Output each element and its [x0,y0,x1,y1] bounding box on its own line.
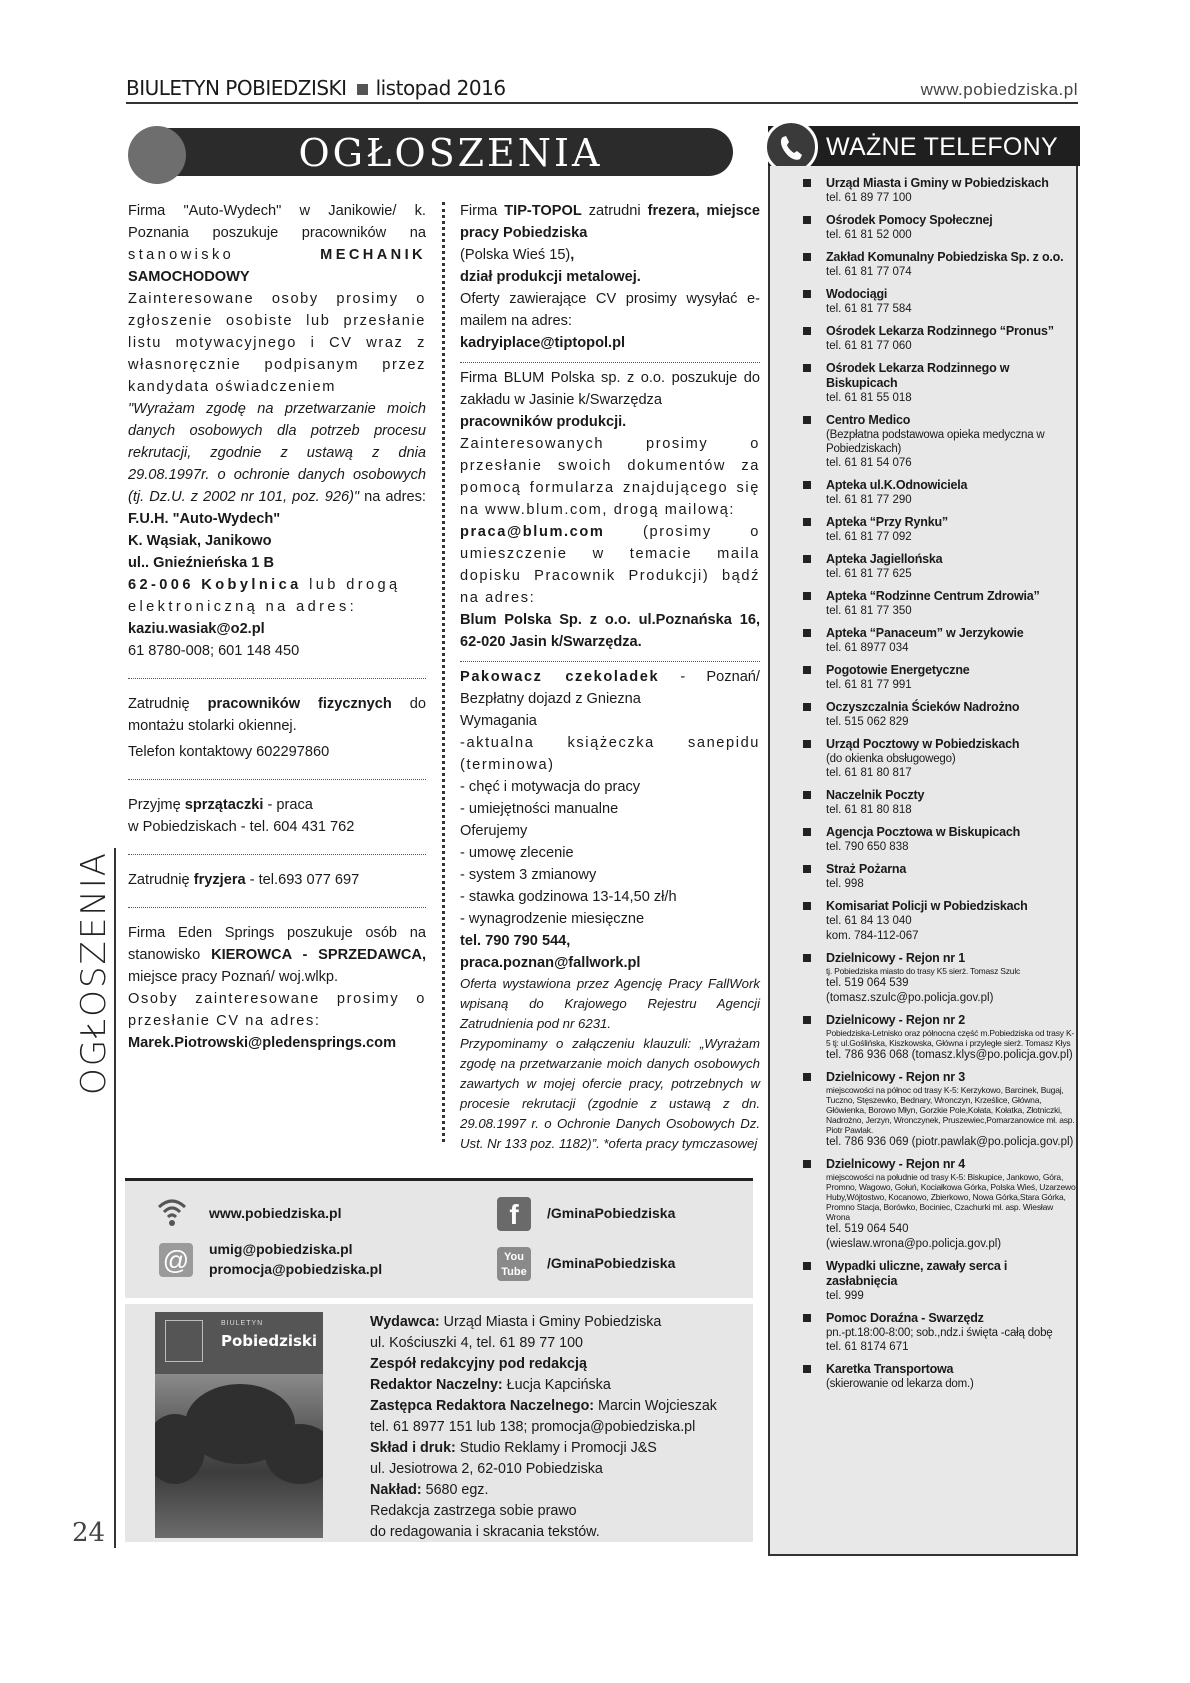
youtube-icon-text: Tube [501,1266,527,1278]
phone-entry [770,1013,1076,1063]
newsletter-cover-image [155,1312,323,1538]
phone-entry-name: Pomoc Doraźna - Swarzędz [826,1311,984,1325]
phone-entry [770,515,1076,545]
ad-address-line: K. Wąsiak, Janikowo [128,533,272,549]
imprint-value: ul. Jesiotrowa 2, 62-010 Pobiedziska [370,1461,603,1477]
ad-list-item: - system 3 zmianowy [460,867,597,883]
ad-list-item: -aktualna książeczka sanepidu (terminowa) [460,735,760,773]
ad-position-label: stanowisko [128,247,235,263]
phone-entry-number: tel. 998 [826,878,864,890]
phone-entry [770,1070,1076,1150]
imprint-label: Wydawca: [370,1314,440,1330]
phone-entry-number: tel. 790 650 838 [826,841,909,853]
phone-entry [770,737,1076,781]
phone-entry [770,825,1076,855]
side-section-label [72,848,116,1098]
phone-entry-name: Wypadki uliczne, zawały serca i zasłabnięcia [826,1259,1008,1288]
ad-phone: 61 8780-008; 601 148 450 [128,643,300,659]
imprint-value: Łucja Kapcińska [502,1377,611,1393]
imprint-label: Zastępca Redaktora Naczelnego: [370,1398,595,1414]
dotted-divider [460,362,760,363]
ad-job-title: Pakowacz czekoladek [460,669,660,685]
ad-email-link[interactable]: Marek.Piotrowski@pledensprings.com [128,1035,397,1051]
phone-entry-name: Ośrodek Pomocy Społecznej [826,213,993,227]
header-title-group [126,76,506,100]
cover-title: Pobiedziski [221,1332,318,1350]
phone-entry-name: Apteka “Przy Rynku” [826,515,948,529]
ad-department: dział produkcji metalowej. [460,269,641,285]
phone-entry [770,324,1076,354]
ad-intro: Firma "Auto-Wydech" w Janikowie/ k. Poznania poszukuje pracowników na [128,203,426,241]
ad-email-link[interactable]: kadryiplace@tiptopol.pl [460,335,626,351]
phone-entry-number: tel. 61 81 77 584 [826,303,912,315]
ad-list-item: - wynagrodzenie miesięczne [460,911,645,927]
phone-entry-number: tel. 519 064 540 (wieslaw.wrona@po.policja.gov.pl) [826,1223,1002,1250]
ad-eden-springs [128,922,426,1054]
ad-section-label: Oferujemy [460,823,528,839]
phone-entry-number: tel. 61 84 13 040 [826,915,912,927]
wifi-icon [155,1195,189,1229]
phone-entry-description: (do okienka obsługowego) [826,753,956,765]
phone-entry-number: tel. 786 936 069 (piotr.pawlak@po.policja.gov.pl) [826,1136,1074,1148]
imprint-value: Marcin Wojcieszak [594,1398,717,1414]
phone-entry-details: miejscowości na północ od trasy K-5: Kerzykowo, Barcinek, Bugaj, Tuczno, Stęszewko, Bednary, Wronczyn, Krześlice, Główna, Główienka, Borowo Młyn, Gorzkie Pole,Kołata, Kołatka, Złotniczki, Nadrożno, Jerzyn, Wronczynek, Pruszewiec,Pomarzanowice mł. asp. Piotr Pawlak. [826,1085,1075,1135]
ad-instructions: Zainteresowanych prosimy o przesłanie swoich dokumentów za pomocą formularza znajdującego się na www.blum.com, drogą mailową: [460,436,760,518]
phone-entry [770,1362,1076,1391]
imprint-value: tel. 61 8977 151 lub 138; promocja@pobiedziska.pl [370,1419,696,1435]
ad-list-item: - umowę zlecenie [460,845,574,861]
tree-shape [265,1424,323,1484]
ads-column-right [460,200,760,1154]
phone-entry [770,176,1076,206]
imprint-value: do redagowania i skracania tekstów. [370,1524,600,1540]
ad-email-link[interactable]: kaziu.wasiak@o2.pl [128,621,265,637]
ad-tip-topol [460,200,760,354]
section-banner [128,128,733,176]
phone-entry-name: Oczyszczalnia Ścieków Nadrożno [826,700,1020,714]
ad-job-title: pracowników fizycznych [207,696,392,712]
phone-entry-description: pn.-pt.18:00-8:00; sob.,ndz.i święta -całą dobę [826,1327,1053,1339]
phone-entry-name: Urząd Miasta i Gminy w Pobiedziskach [826,176,1049,190]
phone-entry [770,788,1076,818]
imprint-label: Redaktor Naczelny: [370,1377,503,1393]
imprint-value: Urząd Miasta i Gminy Pobiedziska [439,1314,662,1330]
phone-entry [770,663,1076,693]
phone-entry-name: Zakład Komunalny Pobiedziska Sp. z o.o. [826,250,1064,264]
ad-text: Firma BLUM Polska sp. z o.o. poszukuje do zakładu w Jasinie k/Swarzędza [460,370,760,408]
phone-entry-number: tel. 515 062 829 [826,716,909,728]
phone-entry-name: Urząd Pocztowy w Pobiedziskach [826,737,1020,751]
cover-logo-icon [165,1320,203,1362]
phone-entry-name: Karetka Transportowa [826,1362,954,1376]
ad-text: zatrudni [581,203,648,219]
ad-blum [460,367,760,653]
ad-company-name: F.U.H. "Auto-Wydech" [128,511,281,527]
phone-entry [770,1259,1076,1304]
ad-instructions: Oferty zawierające CV prosimy wysyłać e-mailem na adres: [460,291,760,329]
phone-entry-number: tel. 61 81 54 076 [826,457,912,469]
ads-column-left [128,200,426,1054]
ad-text: do montażu stolarki okiennej. [128,696,426,734]
phone-entry-number: tel. 61 81 77 060 [826,340,912,352]
ad-postal-code: 62-006 Kobylnica [128,577,302,593]
ad-cleaners [128,794,426,838]
newsletter-title: BIULETYN POBIEDZISKI [126,76,347,100]
phone-entry-name: Wodociągi [826,287,888,301]
ad-list-item: - chęć i motywacja do pracy [460,779,641,795]
cover-photo [155,1374,323,1538]
ad-email-link[interactable]: praca@blum.com [460,524,605,540]
phone-entry [770,361,1076,406]
phone-entry-number: tel. 61 81 80 818 [826,804,912,816]
imprint-box [125,1304,753,1542]
imprint-value: Studio Reklamy i Promocji J&S [455,1440,657,1456]
ad-note: Oferta wystawiona przez Agencję Pracy FallWork wpisaną do Krajowego Rejestru Agencji Zatrudnienia pod nr 6231. [460,976,760,1031]
page-header [126,78,1078,104]
imprint-text [370,1312,750,1543]
phone-entry-details: Pobiedziska-Letnisko oraz północna część m.Pobiedziska od trasy K-5 tj: ul.Goślińska, Kiszkowska, Główna i przyległe sierż. Tomasz Kłys [826,1028,1075,1048]
ad-section-label: Wymagania [460,713,537,729]
phone-entry-number: tel. 61 8174 671 [826,1341,909,1353]
phone-entry-name: Apteka ul.K.Odnowiciela [826,478,968,492]
ad-address-line: elektroniczną na adres: [128,599,358,615]
phone-entry [770,899,1076,944]
phone-entry-name: Komisariat Policji w Pobiedziskach [826,899,1028,913]
phone-entry-number: tel. 61 81 80 817 [826,767,912,779]
phone-entry [770,1311,1076,1355]
contact-strip [125,1178,753,1298]
phone-entry [770,250,1076,280]
ad-text: - praca [263,797,313,813]
ad-phone: tel. 790 790 544, [460,933,571,949]
phone-entry [770,478,1076,508]
imprint-label: Zespół redakcyjny pod redakcją [370,1356,587,1372]
phones-list [768,166,1078,1556]
ad-text: miejsce pracy Poznań/ woj.wlkp. [128,969,339,985]
phone-entry-number: kom. 784-112-067 [826,930,919,942]
ad-job-title: KIEROWCA - SPRZEDAWCA, [211,947,426,963]
issue-date: listopad 2016 [375,76,506,100]
ad-chocolate-packer [460,666,760,1154]
ad-text: Zatrudnię [128,696,208,712]
ad-instructions: Zainteresowane osoby prosimy o zgłoszenie osobiste lub przesłanie listu motywacyjnego i CV wraz z własnoręcznie podpisanym przez kandydata oświadczeniem [128,291,426,395]
phone-entry-name: Straż Pożarna [826,862,907,876]
phone-entry-number: tel. 519 064 539 (tomasz.szulc@po.policja.gov.pl) [826,977,994,1004]
ad-text [128,200,426,288]
ad-text: Przyjmę [128,797,185,813]
phone-entry [770,1157,1076,1252]
side-label-text: OGŁOSZENIA [74,850,114,1096]
ad-job-title: frezera, [647,203,700,219]
youtube-icon-text: You [504,1251,524,1263]
dotted-divider [128,678,426,679]
phone-entry-number: tel. 61 8977 034 [826,642,909,654]
phone-entry-description: (skierowanie od lekarza dom.) [826,1378,974,1390]
ad-physical-workers [128,693,426,763]
imprint-value: Redakcja zastrzega sobie prawo [370,1503,577,1519]
ad-text: , [570,247,575,263]
phone-entry-name: Centro Medico [826,413,911,427]
website-link[interactable]: www.pobiedziska.pl [209,1205,342,1221]
square-bullet-icon [357,84,368,95]
ad-phone: Telefon kontaktowy 602297860 [128,744,330,760]
phone-entry-name: Dzielnicowy - Rejon nr 2 [826,1013,965,1027]
ad-instructions: Osoby zainteresowane prosimy o przesłanie CV na adres: [128,991,426,1029]
ad-address-line: Blum Polska Sp. z o.o. ul.Poznańska 16, 62-020 Jasin k/Swarzędza. [460,612,760,650]
email-link-promocja[interactable]: promocja@pobiedziska.pl [209,1261,383,1277]
ad-address-line: ul.. Gnieźnieńska 1 B [128,555,274,571]
facebook-icon: f [497,1197,531,1231]
facebook-link[interactable]: /GminaPobiedziska [547,1205,676,1221]
ad-text: Firma [460,203,505,219]
phone-entry [770,287,1076,317]
phone-entry-name: Pogotowie Energetyczne [826,663,970,677]
at-sign-icon: @ [159,1243,193,1277]
phone-entry-name: Dzielnicowy - Rejon nr 1 [826,951,965,965]
imprint-value: ul. Kościuszki 4, tel. 61 89 77 100 [370,1335,583,1351]
ad-job-title: pracowników produkcji. [460,414,627,430]
ad-email-link[interactable]: praca.poznan@fallwork.pl [460,955,641,971]
ad-hairdresser [128,869,426,891]
ad-address-line: (Polska Wieś 15) [460,247,571,263]
phone-entry-number: tel. 786 936 068 (tomasz.klys@po.policja.gov.pl) [826,1049,1073,1061]
ad-consent-clause: Przypominamy o załączeniu klauzuli: „Wyrażam zgodę na przetwarzanie moich danych osobowych zawartych w mojej ofercie pracy, potrzebnych w procesie rekrutacji (zgodnie z ustawą z dn. 29.08.1997 r. o Ochronie Danych Osobowych Dz. Ust. Nr 133 poz. 1182)”. *oferta pracy tymczasowej [460,1036,760,1151]
phone-entry-details: tj. Pobiedziska miasto do trasy K5 sierż. Tomasz Szulc [826,966,1021,976]
phone-entry-name: Ośrodek Lekarza Rodzinnego w Biskupicach [826,361,1010,390]
phone-entry-number: tel. 61 81 77 074 [826,266,912,278]
dotted-divider [128,779,426,780]
youtube-link[interactable]: /GminaPobiedziska [547,1255,676,1271]
ad-job-title: fryzjera [193,872,246,888]
phone-entry-description: (Bezpłatna podstawowa opieka medyczna w Pobiedziskach) [826,429,1045,455]
phone-entry-name: Dzielnicowy - Rejon nr 3 [826,1070,965,1084]
dotted-divider [128,907,426,908]
imprint-label: Skład i druk: [370,1440,456,1456]
ad-address-prefix: na adres: [359,489,426,505]
phone-entry-name: Dzielnicowy - Rejon nr 4 [826,1157,965,1171]
phone-entry-number: tel. 999 [826,1290,864,1302]
dotted-divider [460,661,760,662]
phone-entry-name: Apteka “Panaceum” w Jerzykowie [826,626,1024,640]
phone-entry [770,413,1076,471]
column-divider [442,202,445,1142]
phone-entry [770,589,1076,619]
phone-entry-number: tel. 61 89 77 100 [826,192,912,204]
phone-entry-number: tel. 61 81 77 625 [826,568,912,580]
phone-entry [770,213,1076,243]
ad-phone: - tel.693 077 697 [245,872,360,888]
youtube-icon [497,1247,531,1281]
ad-company-name: TIP-TOPOL [504,203,582,219]
important-phones-panel [768,126,1080,1556]
phone-entry-name: Apteka “Rodzinne Centrum Zdrowia” [826,589,1040,603]
phone-entry [770,552,1076,582]
phone-entry [770,626,1076,656]
cover-subtitle: BIULETYN [221,1320,264,1327]
phone-entry-name: Agencja Pocztowa w Biskupicach [826,825,1021,839]
ad-consent-clause: "Wyrażam zgodę na przetwarzanie moich danych osobowych dla potrzeb procesu rekrutacji, zgodnie z ustawą z dnia 29.08.1997r. o ochronie danych osobowych (tj. Dz.U. z 2002 nr 101, poz. 926)" [128,401,426,505]
page-number: 24 [72,1518,106,1548]
phone-entry-number: tel. 61 81 55 018 [826,392,912,404]
phone-entry-name: Ośrodek Lekarza Rodzinnego “Pronus” [826,324,1054,338]
side-rule [114,848,116,1548]
phone-entry-details: miejscowości na południe od trasy K-5: Biskupice, Jankowo, Góra, Promno, Wagowo, Gołuń, Kociałkowa Górka, Polska Wieś, Uzarzewo Huby,Wójtostwo, Kocanowo, Zbierkowo, Nowa Górka,Stara Górka, Promno Stacja, Borówko, Bociniec, Czachurki mł. asp. Wiesław Wrona [826,1172,1076,1222]
ad-auto-wydech [128,200,426,662]
phones-header [768,126,1080,166]
ad-text: Zatrudnię [128,872,194,888]
phone-entry-number: tel. 61 81 77 092 [826,531,912,543]
ad-phone: w Pobiedziskach - tel. 604 431 762 [128,819,355,835]
ad-list-item: - umiejętności manualne [460,801,619,817]
phones-title: WAŻNE TELEFONY [826,133,1059,161]
section-title: OGŁOSZENIA [298,131,603,175]
ad-text: (prosimy o umieszczenie w temacie maila dopisku Pracownik Produkcji) bądź na adres: [460,524,760,606]
phone-entry [770,700,1076,730]
email-link-umig[interactable]: umig@pobiedziska.pl [209,1241,353,1257]
ad-job-title: sprzątaczki [184,797,264,813]
imprint-label: Nakład: [370,1482,422,1498]
phone-entry [770,951,1076,1006]
phone-entry-number: tel. 61 81 77 350 [826,605,912,617]
ad-text: Firma Eden Springs poszukuje osób na stanowisko [128,925,426,963]
ad-address-line: lub drogą [301,577,401,593]
ad-job-title-cont: SAMOCHODOWY [128,269,250,285]
phone-entry [770,862,1076,892]
phone-entry-name: Naczelnik Poczty [826,788,925,802]
ad-list-item: - stawka godzinowa 13-14,50 zł/h [460,889,677,905]
phone-entry-number: tel. 61 81 77 991 [826,679,912,691]
dotted-divider [128,854,426,855]
phone-entry-number: tel. 61 81 77 290 [826,494,912,506]
ad-job-title: MECHANIK [320,247,426,263]
phone-entry-name: Apteka Jagiellońska [826,552,943,566]
imprint-value: 5680 egz. [421,1482,489,1498]
ad-location: miejsce pracy Pobiedziska [460,203,760,241]
ad-text: - Poznań/ Bezpłatny dojazd z Gniezna [460,669,760,707]
phone-entry-number: tel. 61 81 52 000 [826,229,912,241]
header-website-link[interactable]: www.pobiedziska.pl [920,80,1078,99]
